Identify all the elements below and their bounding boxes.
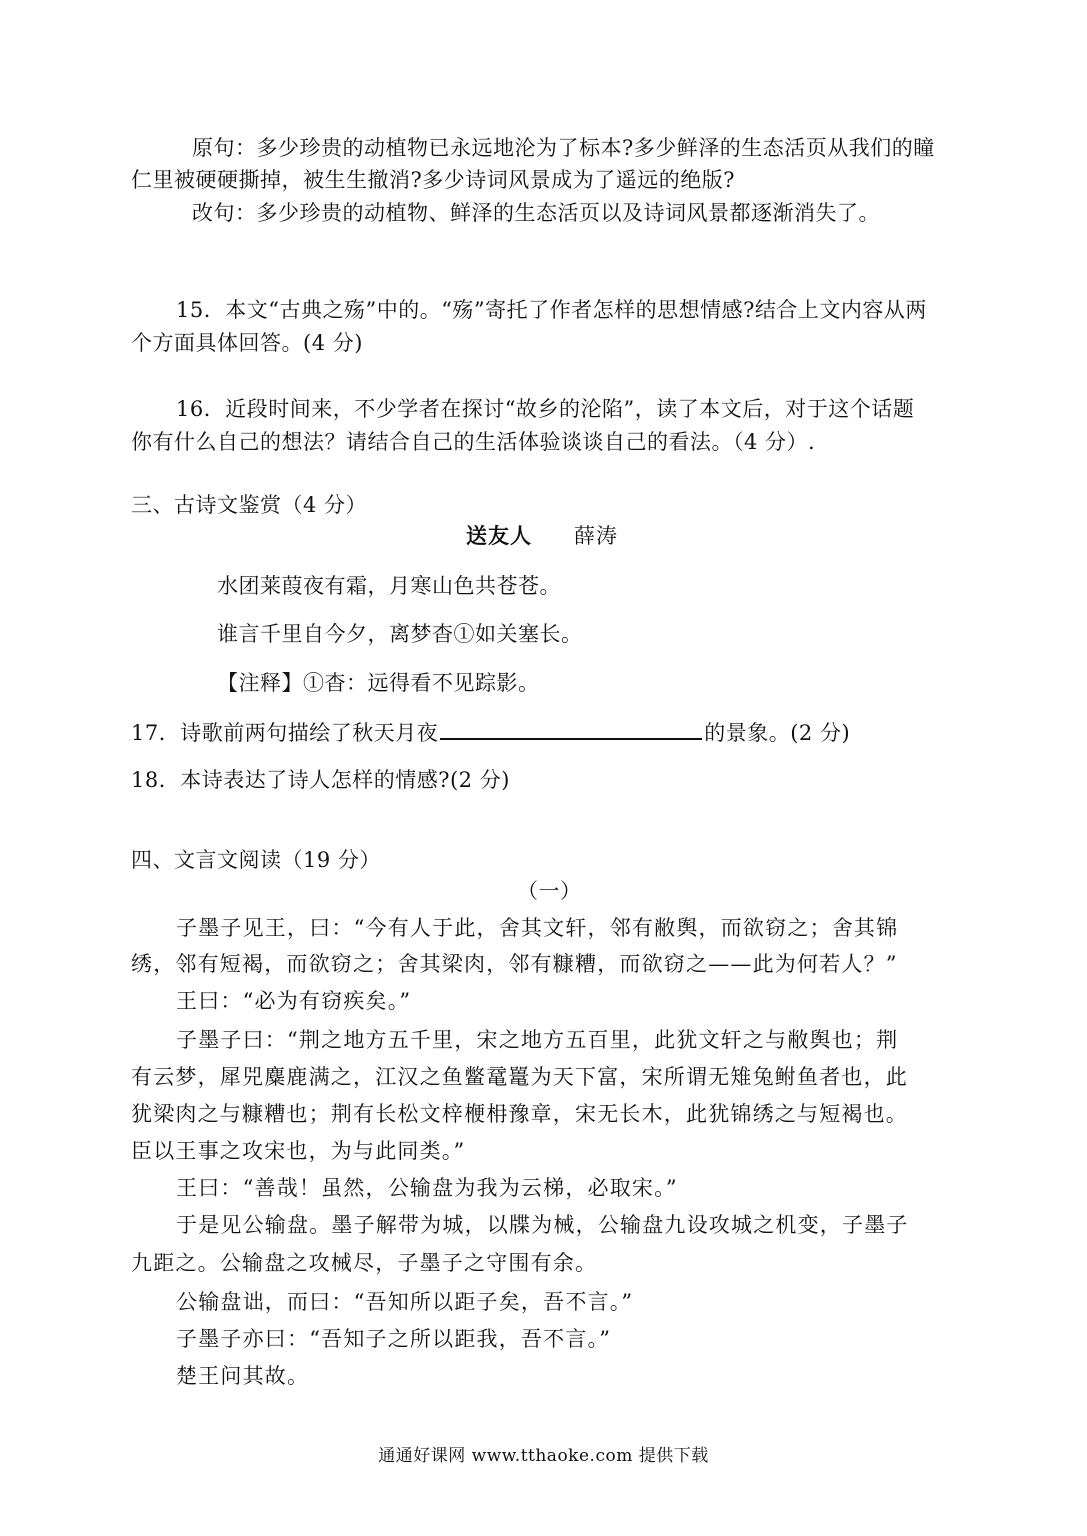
- classical-para-2: 王曰：“必为有窃疾矣。”: [176, 989, 412, 1013]
- poem-title: 送友人: [466, 523, 532, 548]
- question-17: [131, 716, 850, 747]
- poem-line-2: 谁言千里自今夕，离梦杳①如关塞长。: [217, 622, 583, 646]
- classical-para-8: 楚王问其故。: [176, 1364, 310, 1388]
- question-15-line-1: 15．本文“古典之殇”中的。“殇”寄托了作者怎样的思想情感?结合上文内容从两: [176, 298, 927, 322]
- footer-download-note: 通通好课网 www.tthaoke.com 提供下载: [378, 1446, 709, 1466]
- classical-para-5-line-1: 于是见公输盘。墨子解带为城，以牒为械，公输盘九设攻城之机变，子墨子: [176, 1213, 909, 1237]
- question-15-line-2: 个方面具体回答。(4 分): [131, 331, 363, 355]
- original-sentence-line-1: 原句：多少珍贵的动植物已永远地沦为了标本?多少鲜泽的生态活页从我们的瞳: [192, 136, 935, 160]
- subsection-label: （一）: [517, 879, 582, 903]
- question-16-line-2: 你有什么自己的想法？请结合自己的生活体验谈谈自己的看法。（4 分）.: [131, 430, 816, 454]
- classical-para-6: 公输盘诎，而曰：“吾知所以距子矣，吾不言。”: [176, 1290, 634, 1314]
- section-3-heading: 三、古诗文鉴赏（4 分）: [131, 493, 368, 517]
- revised-sentence: 改句：多少珍贵的动植物、鲜泽的生态活页以及诗词风景都逐渐消失了。: [192, 201, 880, 225]
- section-4-heading: 四、文言文阅读（19 分）: [131, 848, 381, 872]
- answer-blank: [440, 716, 702, 740]
- poem-line-1: 水团莱葭夜有霜，月寒山色共苍苍。: [217, 574, 561, 598]
- poem-author: 薛涛: [574, 524, 618, 548]
- classical-para-3-line-3: 犹梁肉之与糠糟也；荆有长松文梓楩枏豫章，宋无长木，此犹锦绣之与短褐也。: [131, 1102, 908, 1126]
- classical-para-3-line-2: 有云梦，犀兕麋鹿满之，江汉之鱼鳖鼋鼍为天下富，宋所谓无雉兔鲋鱼者也，此: [131, 1065, 908, 1089]
- classical-para-3-line-4: 臣以王事之攻宋也，为与此同类。”: [131, 1139, 466, 1163]
- poem-title-line: [466, 522, 618, 550]
- poem-note: 【注释】①杳：远得看不见踪影。: [217, 671, 540, 695]
- question-18: 18．本诗表达了诗人怎样的情感?(2 分): [131, 768, 510, 792]
- classical-para-1-line-1: 子墨子见王，曰：“今有人于此，舍其文轩，邻有敝舆，而欲窃之；舍其锦: [176, 916, 899, 940]
- classical-para-5-line-2: 九距之。公输盘之攻械尽，子墨子之守围有余。: [131, 1251, 598, 1275]
- classical-para-3-line-1: 子墨子曰：“荆之地方五千里，宋之地方五百里，此犹文轩之与敝舆也；荆: [176, 1028, 899, 1052]
- question-17-suffix: 的景象。(2 分): [704, 721, 851, 745]
- classical-para-4: 王曰：“善哉！虽然，公输盘为我为云梯，必取宋。”: [176, 1176, 678, 1200]
- classical-para-7: 子墨子亦曰：“吾知子之所以距我，吾不言。”: [176, 1327, 612, 1351]
- question-16-line-1: 16．近段时间来，不少学者在探讨“故乡的沦陷”，读了本文后，对于这个话题: [176, 397, 915, 421]
- original-sentence-line-2: 仁里被硬硬撕掉，被生生撤消?多少诗词风景成为了遥远的绝版?: [131, 168, 736, 192]
- classical-para-1-line-2: 绣，邻有短褐，而欲窃之；舍其梁肉，邻有糠糟，而欲窃之——此为何若人？”: [131, 952, 898, 976]
- question-17-prefix: 17．诗歌前两句描绘了秋天月夜: [131, 721, 439, 745]
